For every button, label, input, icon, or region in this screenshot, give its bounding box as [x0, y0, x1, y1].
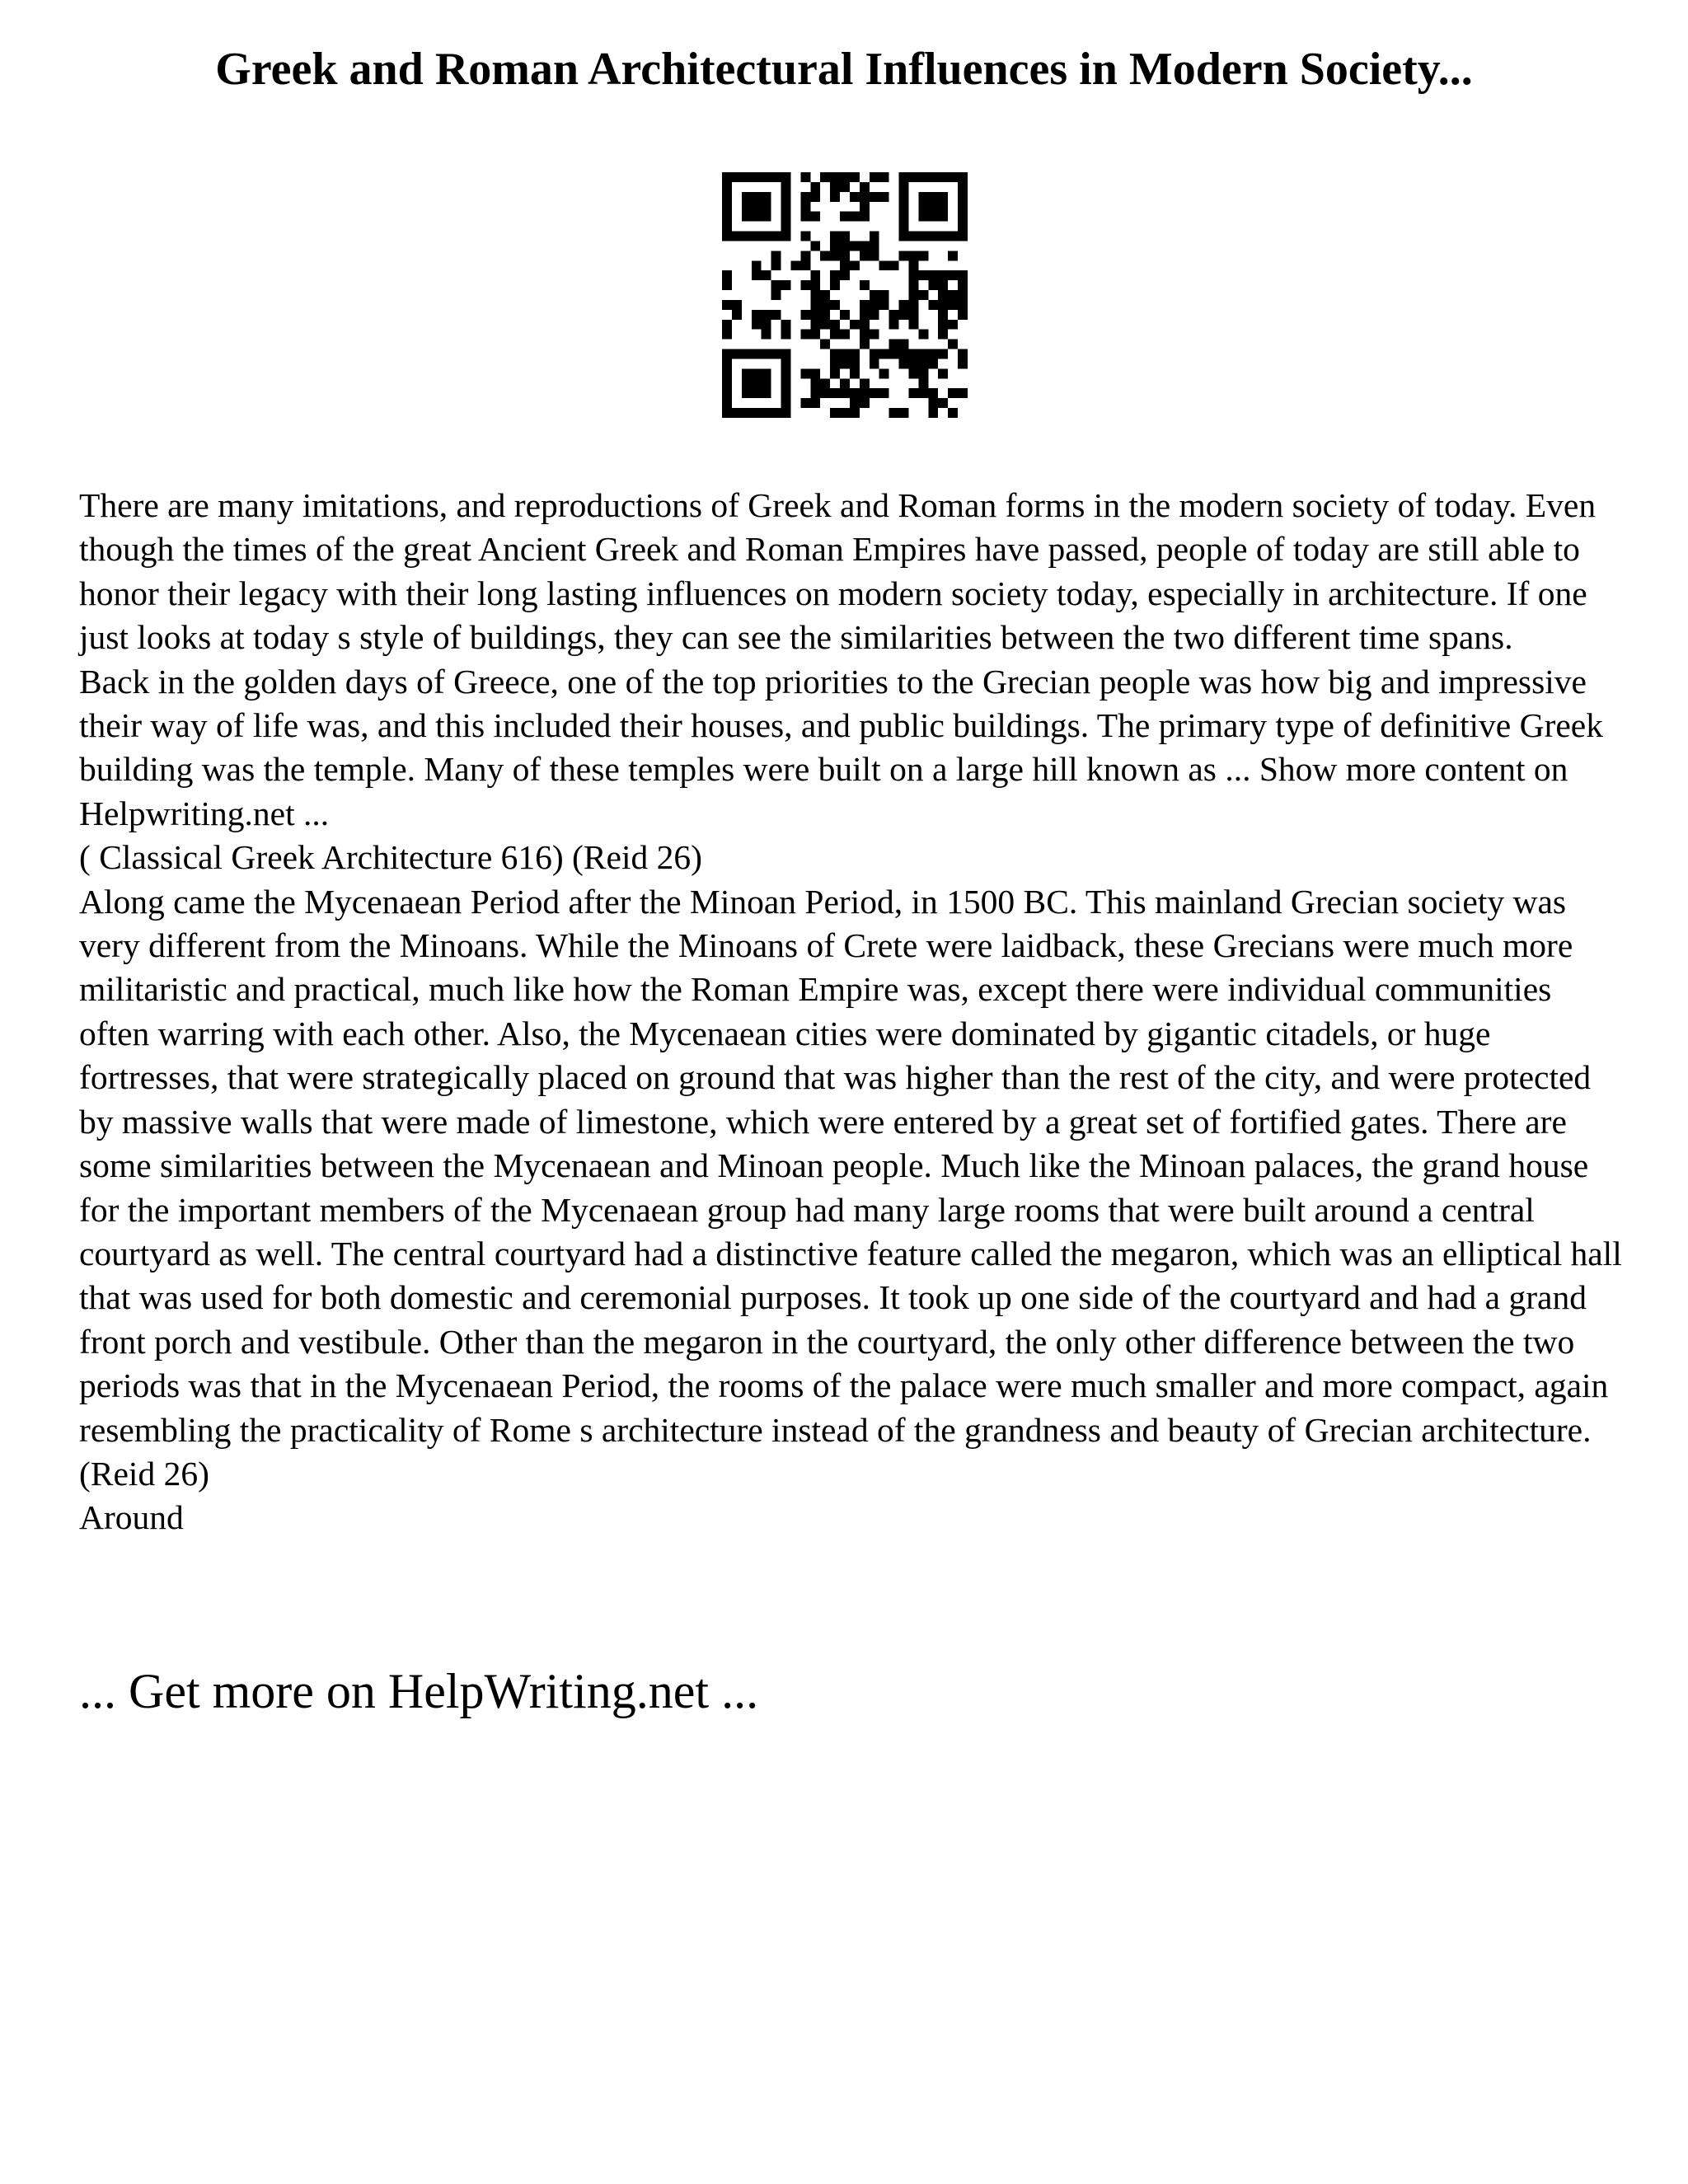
paragraph-mycenaean: Along came the Mycenaean Period after the Minoan Period, in 1500 BC. This mainland Grecian society was very different from the Minoans. While the Minoans of Crete were laidback, these Grecians were much more militaristic and practical, much like how the Roman Empire was, except there were individual communities often warring with each other. Also, the Mycenaean cities were dominated by gigantic citadels, or huge fortresses, that were strategically placed on ground that was higher than the rest of the city, and were protected by massive walls that were made of limestone, which were entered by a great set of fortified gates. There are some similarities between the Mycenaean and Minoan people. Much like the Minoan palaces, the grand house for the important members of the Mycenaean group had many large rooms that were built around a central courtyard as well. The central courtyard had a distinctive feature called the megaron, which was an elliptical hall that was used for both domestic and ceremonial purposes. It took up one side of the courtyard and had a grand front porch and vestibule. Other than the megaron in the courtyard, the only other difference between the two periods was that in the Mycenaean Period, the rooms of the palace were much smaller and more compact, again resembling the practicality of Rome s architecture instead of the grandness and beauty of Grecian architecture. (Reid 26): [79, 882, 1622, 1493]
get-more-link[interactable]: ... Get more on HelpWriting.net ...: [79, 1664, 759, 1718]
citation-line: ( Classical Greek Architecture 616) (Reid 26): [79, 838, 702, 877]
qr-code-graphic: [722, 172, 968, 418]
paragraph-around: Around: [79, 1498, 184, 1537]
paragraph-golden-days: Back in the golden days of Greece, one of the top priorities to the Grecian people was how big and impressive their way of life was, and this included their houses, and public buildings. The primary type of definitive Greek building was the temple. Many of these temples were built on a large hill known as ... Show more content on Helpwriting.net ...: [79, 662, 1603, 832]
paragraph-intro: There are many imitations, and reproductions of Greek and Roman forms in the modern society of today. Even though the times of the great Ancient Greek and Roman Empires have passed, people of today are still able to honor their legacy with their long lasting influences on modern society today, especially in architecture. If one just looks at today s style of buildings, they can see the similarities between the two different time spans.: [79, 486, 1597, 657]
qr-code-icon[interactable]: [722, 172, 968, 418]
document-body: [79, 484, 1629, 1540]
document-title: Greek and Roman Architectural Influences in Modern Society...: [215, 44, 1473, 95]
